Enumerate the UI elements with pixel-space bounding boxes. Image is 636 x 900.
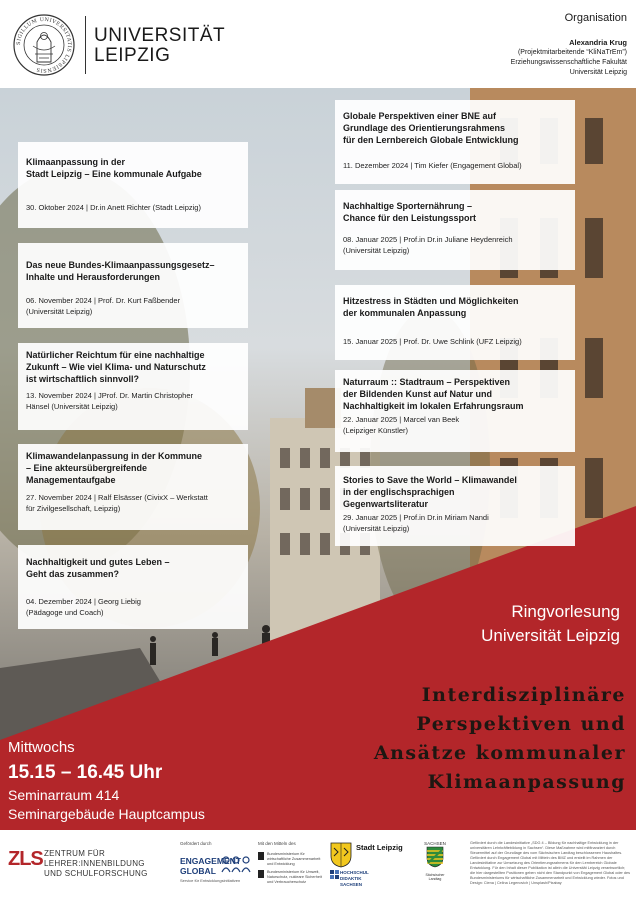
engagement-global-subtitle: Service für Entwicklungsinitiativen (180, 878, 241, 883)
event-meta: 27. November 2024 | Ralf Elsässer (CivixX – Werkstatt für Zivilgesellschaft, Leipzig) (26, 493, 208, 513)
university-seal-icon (13, 14, 75, 76)
engagement-global-logo: ENGAGEMENT GLOBAL (180, 856, 241, 876)
event-card (18, 545, 248, 629)
event-title: Nachhaltige Sporternährung – Chance für den Leistungssport (343, 201, 477, 223)
event-title: Stories to Save the World – Klimawandel in der englischsprachigen Gegenwartsliteratur (343, 475, 517, 509)
lecture-series-title (374, 681, 626, 797)
event-card (18, 444, 248, 530)
event-title: Nachhaltigkeit und gutes Leben – Geht das zusammen? (26, 557, 170, 579)
event-meta: 15. Januar 2025 | Prof. Dr. Uwe Schlink (UFZ Leipzig) (343, 337, 522, 346)
sachsen-sub: Sächsischer Landtag (425, 873, 445, 881)
title-line: Interdisziplinäre (421, 684, 626, 706)
seal-legend: SIGILLUM UNIVERSITATIS LIPSIENSIS (15, 16, 73, 74)
footer (0, 836, 636, 900)
university-name (94, 26, 225, 66)
title-line: Perspektiven und (416, 713, 626, 735)
schedule-time: 15.15 – 16.45 Uhr (8, 762, 163, 783)
funding-source-label: Mit den Mitteln des (258, 841, 296, 846)
event-meta: 11. Dezember 2024 | Tim Kiefer (Engagement Global) (343, 161, 522, 170)
schedule-day: Mittwochs (8, 739, 75, 756)
event-card (335, 100, 575, 184)
zls-logo: ZLS (8, 848, 43, 870)
schedule-block (8, 737, 205, 824)
stadt-leipzig-crest-icon (330, 842, 352, 868)
organisation-faculty: Erziehungswissenschaftliche Fakultät (510, 59, 627, 66)
event-title: Hitzestress in Städten und Möglichkeiten der kommunalen Anpassung (343, 296, 519, 318)
sachsen-block (420, 841, 450, 881)
organisation-heading: Organisation (564, 12, 627, 24)
schedule-room: Seminarraum 414 (8, 787, 120, 803)
event-card (335, 190, 575, 270)
header-divider (85, 16, 86, 74)
zls-name: ZENTRUM FÜR LEHRER:INNENBILDUNG UND SCHULFORSCHUNG (44, 849, 148, 878)
event-title: Natürlicher Reichtum für eine nachhaltige Zukunft – Wie viel Klima- und Naturschutz ist wirtschaftlich sinnvoll? (26, 350, 206, 384)
series-line2: Universität Leipzig (481, 626, 620, 645)
event-title: Klimawandelanpassung in der Kommune – Eine akteursübergreifende Managementaufgabe (26, 451, 203, 485)
event-title: Das neue Bundes-Klimaanpassungsgesetz– Inhalte und Herausforderungen (26, 260, 215, 282)
event-meta: 30. Oktober 2024 | Dr.in Anett Richter (Stadt Leipzig) (26, 203, 201, 212)
series-heading (481, 600, 620, 648)
title-line: Ansätze kommunaler (373, 742, 626, 764)
organisation-block (511, 12, 627, 78)
organisation-role: (Projektmitarbeitende “KliNaTrEm”) (517, 49, 627, 56)
event-meta: 29. Januar 2025 | Prof.in Dr.in Miriam Nandi (Universität Leipzig) (343, 513, 489, 533)
stadt-leipzig-label: Stadt Leipzig (356, 843, 403, 852)
schedule-building: Seminargebäude Hauptcampus (8, 806, 205, 822)
federal-eagle-icon (258, 870, 264, 878)
series-line1: Ringvorlesung (511, 602, 620, 621)
hochschuldidaktik-logo: HOCHSCHUL DIDAKTIK SACHSEN (340, 870, 369, 887)
university-name-line2: LEIPZIG (94, 45, 171, 66)
event-card (18, 343, 248, 430)
federal-eagle-icon (258, 852, 264, 860)
event-card (18, 243, 248, 328)
university-name-line1: UNIVERSITÄT (94, 25, 226, 46)
bmuv-name: Bundesministerium für Umwelt, Naturschutz, nukleare Sicherheit und Verbraucherschutz (267, 870, 322, 884)
event-title: Naturraum :: Stadtraum – Perspektiven der Bildenden Kunst auf Natur und Nachhaltigkeit im lokalen Erfahrungsraum (343, 377, 524, 411)
event-title: Globale Perspektiven einer BNE auf Grundlage des Orientierungsrahmens für den Lernbereich Globale Entwicklung (343, 111, 519, 145)
event-meta: 08. Januar 2025 | Prof.in Dr.in Juliane Heydenreich (Universität Leipzig) (343, 235, 513, 255)
bmz-name: Bundesministerium für wirtschaftliche Zusammenarbeit und Entwicklung (267, 852, 321, 866)
organisation-name: Alexandria Krug (569, 38, 627, 47)
title-line: Klimaanpassung (427, 771, 626, 793)
federal-ministries (258, 852, 322, 888)
sachsen-crest-icon (426, 846, 444, 868)
event-card (335, 466, 575, 546)
organisation-university: Universität Leipzig (569, 69, 627, 76)
event-title: Klimaanpassung in der Stadt Leipzig – Eine kommunale Aufgabe (26, 157, 202, 179)
funded-by-label: Gefördert durch (180, 841, 212, 846)
people-icon (221, 854, 251, 874)
header (0, 0, 636, 90)
hochschuldidaktik-icon (330, 870, 339, 879)
event-card (18, 142, 248, 228)
event-meta: 04. Dezember 2024 | Georg Liebig (Pädagoge und Coach) (26, 597, 141, 617)
sachsen-label: SACHSEN (424, 841, 446, 846)
event-meta: 06. November 2024 | Prof. Dr. Kurt Faßbender (Universität Leipzig) (26, 296, 181, 316)
funding-footnote: Gefördert durch die Landesinitiative „SDG 4 – Bildung für nachhaltige Entwicklung in der universitären Lehrkräftebildung in Sachsen“. Diese Maßnahme wird mitfinanziert durch Steuermittel auf der Grundlage des vom Sächsischen Landtag beschlossenen Haushaltes. Gefördert durch Engagement Global mit Mitteln des BMZ und erstellt im Rahmen der Landesinitiative zur Umsetzung des Orientierungsrahmens für den Lernbereich Globale Entwicklung. Für den Inhalt dieser Publikation ist allein die Universität Leipzig verantwortlich; die hier dargestellten Positionen geben nicht den Standpunkt von Engagement Global oder des Bundesministeriums für wirtschaftliche Zusammenarbeit und Entwicklung wieder. Fotos und Design: Ciena | Celina Legenovich | Unsplash/Pixabay (470, 841, 631, 885)
event-meta: 13. November 2024 | JProf. Dr. Martin Christopher Hänsel (Universität Leipzig) (26, 391, 194, 411)
event-card (335, 285, 575, 360)
event-meta: 22. Januar 2025 | Marcel van Beek (Leipziger Künstler) (343, 415, 460, 435)
event-card (335, 370, 575, 452)
